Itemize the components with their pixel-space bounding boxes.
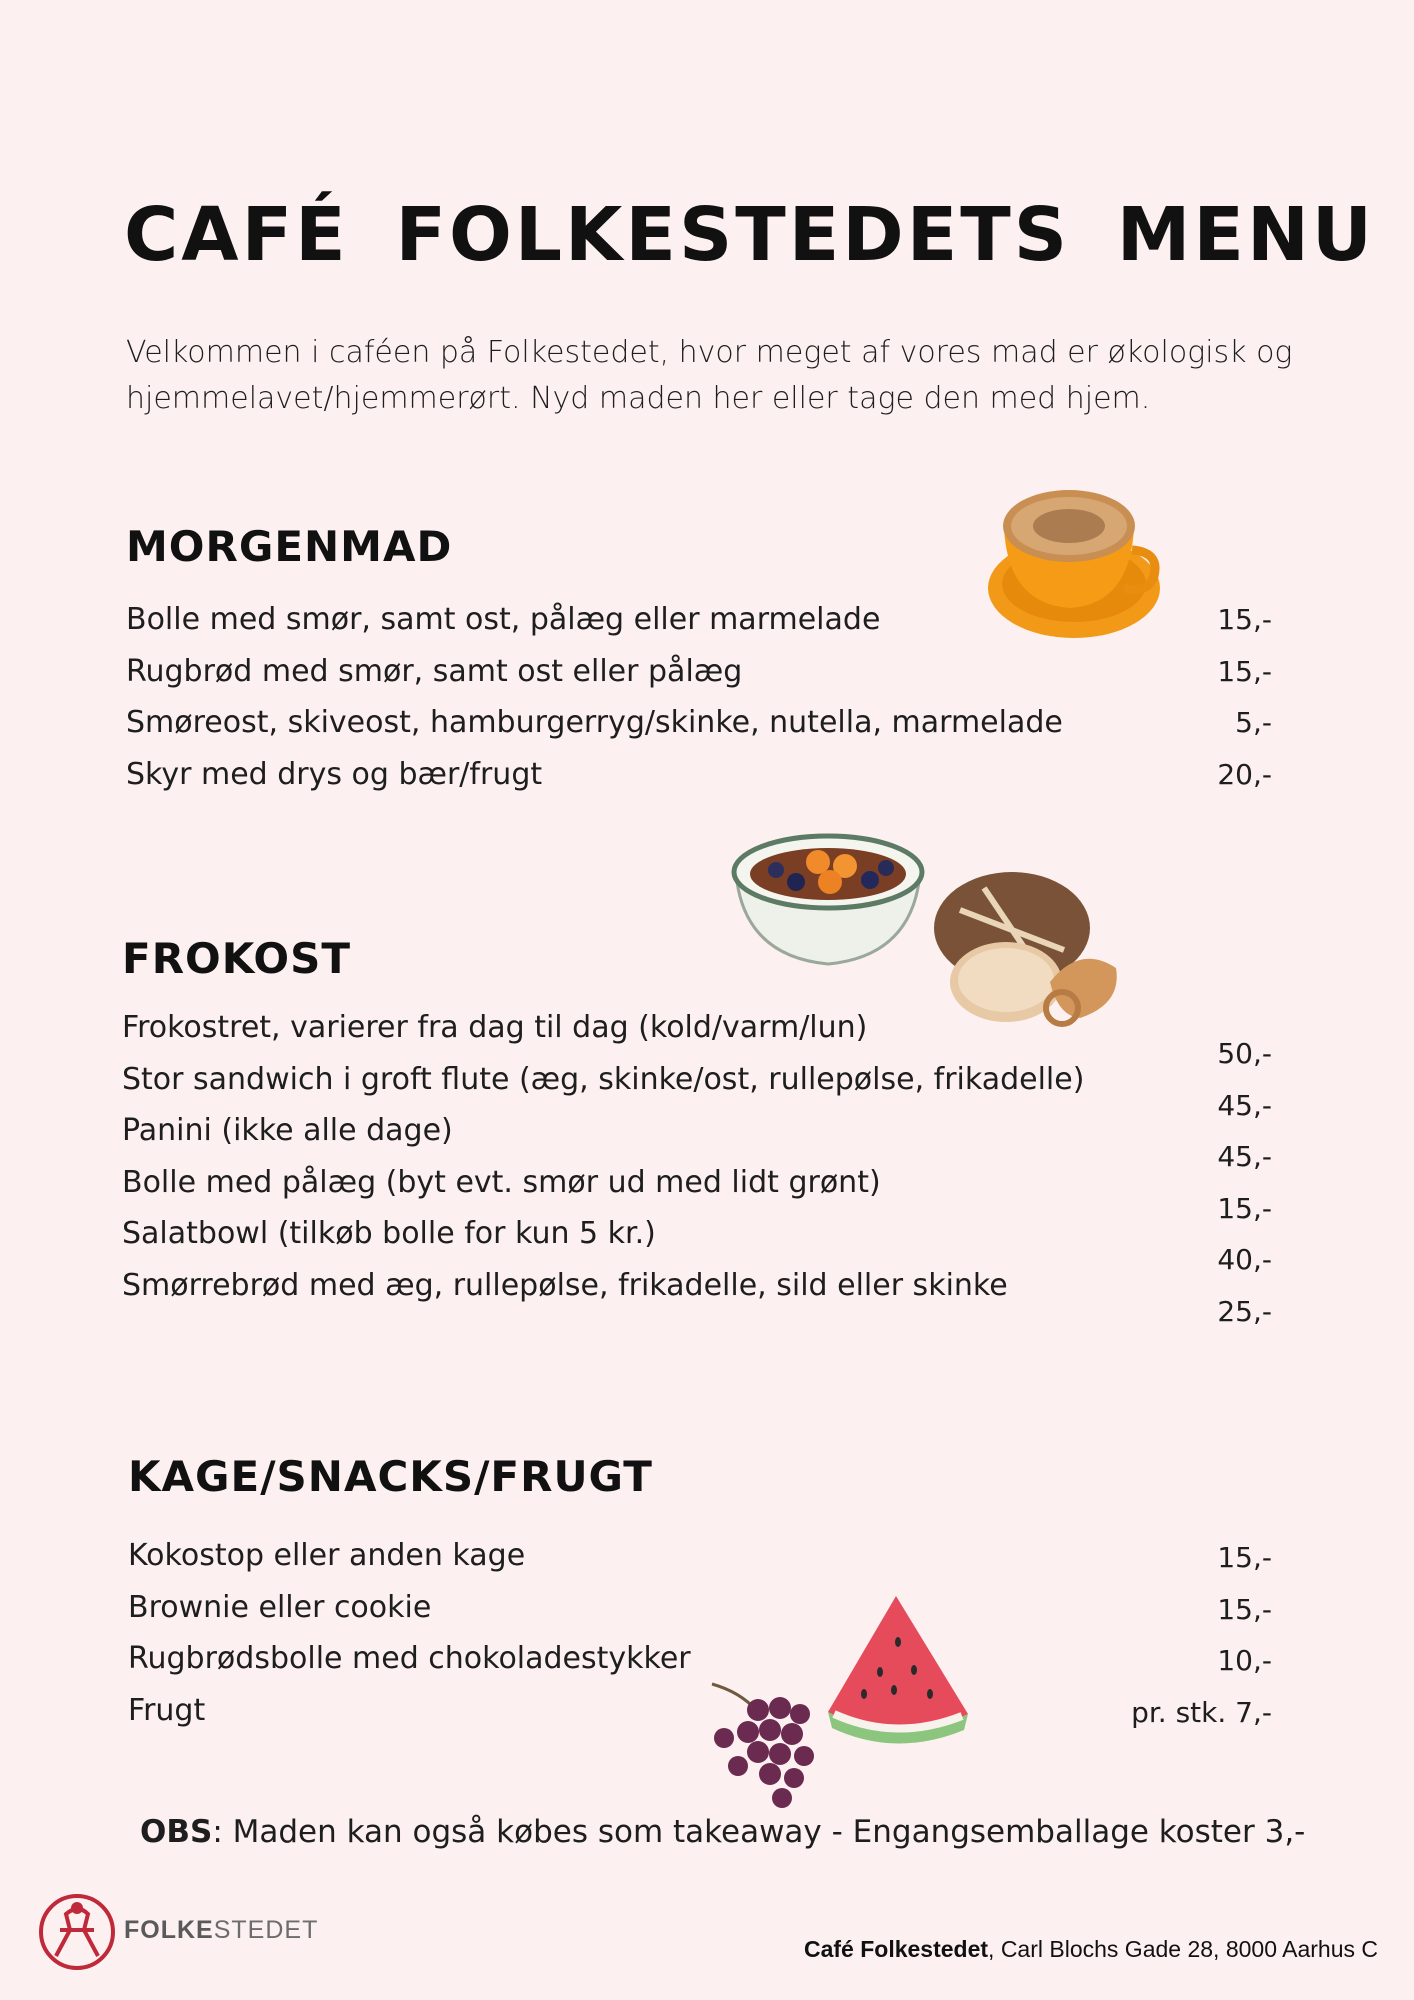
takeaway-note: [140, 1814, 1305, 1850]
menu-price: 45,-: [1217, 1088, 1272, 1122]
section-heading-morgenmad: MORGENMAD: [126, 522, 453, 571]
menu-item: Brownie eller cookie: [128, 1589, 432, 1625]
obs-text: : Maden kan også købes som takeaway - Engangsemballage koster 3,-: [212, 1814, 1306, 1850]
menu-item: Frugt: [128, 1692, 206, 1728]
menu-item: Bolle med pålæg (byt evt. smør ud med lidt grønt): [122, 1164, 881, 1200]
section-heading-frokost: FROKOST: [122, 934, 351, 983]
morgenmad-items: [126, 594, 1063, 800]
menu-price: 25,-: [1217, 1294, 1272, 1328]
intro-text: Velkommen i caféen på Folkestedet, hvor meget af vores mad er økologisk og hjemmelavet/hjemmerørt. Nyd maden her eller tage den med hjem.: [126, 335, 1293, 416]
menu-price: 15,-: [1217, 1541, 1272, 1574]
frokost-prices: [1217, 1028, 1272, 1337]
logo-text-light: STEDET: [213, 1916, 319, 1944]
menu-price: 15,-: [1217, 1191, 1272, 1225]
menu-item: Rugbrød med smør, samt ost eller pålæg: [126, 653, 743, 689]
menu-price: 10,-: [1217, 1644, 1272, 1677]
frokost-items: [122, 1002, 1084, 1311]
morgenmad-prices: [1217, 594, 1272, 800]
menu-item: Smørrebrød med æg, rullepølse, frikadelle, sild eller skinke: [122, 1267, 1008, 1303]
menu-item: Smøreost, skiveost, hamburgerryg/skinke, nutella, marmelade: [126, 705, 1063, 740]
menu-price: 15,-: [1217, 654, 1272, 688]
bread-basket-icon: [930, 870, 1126, 1036]
folkestedet-logo-icon: [36, 1890, 118, 1974]
grapes-icon: [700, 1680, 830, 1820]
menu-item: Salatbowl (tilkøb bolle for kun 5 kr.): [122, 1216, 656, 1251]
skyr-bowl-icon: [728, 824, 928, 974]
coffee-cup-icon: [984, 476, 1164, 646]
menu-item: Kokostop eller anden kage: [128, 1538, 526, 1573]
menu-item: Skyr med drys og bær/frugt: [126, 756, 543, 792]
logo-text-bold: FOLKE: [124, 1916, 214, 1944]
page-title: CAFÉ FOLKESTEDETS MENU: [124, 192, 1375, 278]
section-heading-kage: KAGE/SNACKS/FRUGT: [128, 1452, 653, 1501]
menu-item: Stor sandwich i groft flute (æg, skinke/ost, rullepølse, frikadelle): [122, 1061, 1085, 1097]
menu-price: 45,-: [1217, 1140, 1272, 1173]
menu-item: Rugbrødsbolle med chokoladestykker: [128, 1641, 691, 1676]
menu-price: 50,-: [1217, 1037, 1272, 1070]
menu-price: 15,-: [1217, 1592, 1272, 1626]
footer-address: [804, 1936, 1378, 1963]
menu-price: 15,-: [1217, 603, 1272, 636]
menu-item: Panini (ikke alle dage): [122, 1113, 453, 1148]
menu-price: 20,-: [1217, 757, 1272, 791]
kage-prices: [1131, 1532, 1272, 1738]
menu-price: 40,-: [1217, 1243, 1272, 1276]
menu-price: 5,-: [1235, 706, 1272, 739]
kage-items: [128, 1530, 691, 1736]
menu-item: Frokostret, varierer fra dag til dag (kold/varm/lun): [122, 1010, 868, 1045]
obs-label: OBS: [140, 1814, 213, 1850]
watermelon-icon: [824, 1590, 972, 1744]
footer-cafe-name: Café Folkestedet: [803, 1936, 989, 1962]
folkestedet-logo-text: [124, 1916, 318, 1945]
menu-price: pr. stk. 7,-: [1131, 1695, 1272, 1729]
menu-item: Bolle med smør, samt ost, pålæg eller marmelade: [126, 602, 881, 637]
footer-address-text: , Carl Blochs Gade 28, 8000 Aarhus C: [988, 1936, 1378, 1962]
